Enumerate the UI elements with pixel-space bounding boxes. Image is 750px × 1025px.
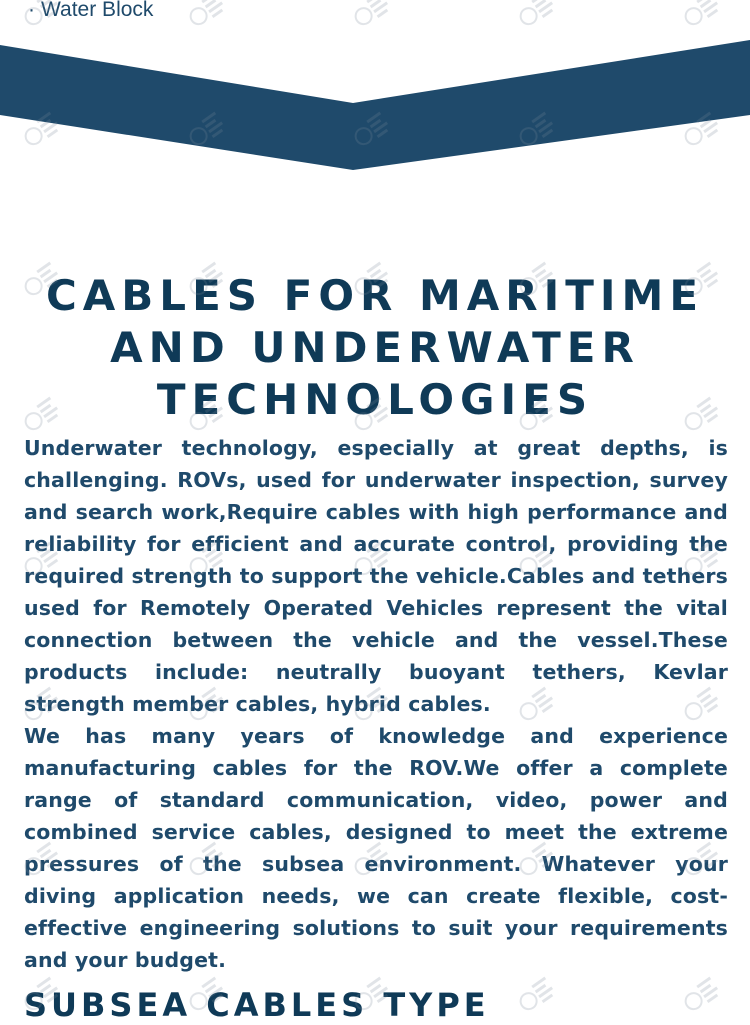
section-title: CABLES FOR MARITIME AND UNDERWATER TECHNOLOGIES [45, 271, 705, 425]
list-item-label: Water Block [41, 0, 154, 21]
section-body [24, 432, 728, 976]
next-section-title: SUBSEA CABLES TYPE [24, 986, 490, 1024]
list-item-water-block [28, 0, 153, 22]
chevron-shape [0, 40, 750, 170]
body-paragraph-2: We has many years of knowledge and experience manufacturing cables for the ROV.We offer a complete range of standard communication, video, power and combined service cables, designed to meet the extreme pressures of the subsea environment. Whatever your diving application needs, we can create flexible, cost-effective engineering solutions to suit your requirements and your budget. [24, 724, 728, 972]
chevron-banner [0, 40, 750, 175]
watermark-logo [177, 0, 235, 40]
watermark-logo [342, 0, 400, 40]
watermark-logo [672, 0, 730, 40]
watermark-logo [507, 0, 565, 40]
bullet-dot: · [28, 0, 35, 21]
body-paragraph-1: Underwater technology, especially at great depths, is challenging. ROVs, used for underwater inspection, survey and search work,Require cables with high performance and reliability for efficient and accurate control, providing the required strength to support the vehicle.Cables and tethers used for Remotely Operated Vehicles represent the vital connection between the vehicle and the vessel.These products include: neutrally buoyant tethers, Kevlar strength member cables, hybrid cables. [24, 436, 728, 716]
